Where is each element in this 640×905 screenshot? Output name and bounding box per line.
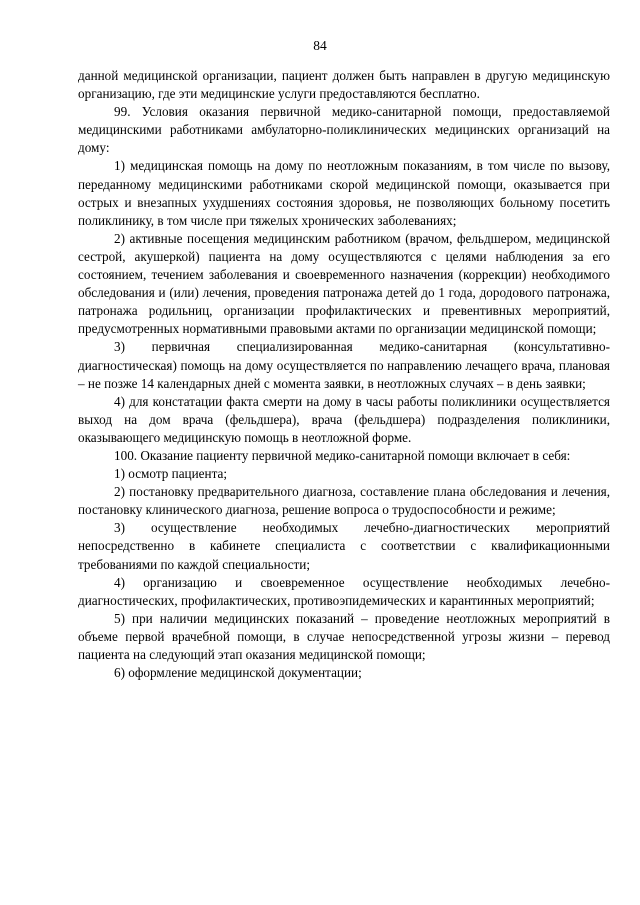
paragraph-99-item-2: 2) активные посещения медицинским работником (врачом, фельдшером, медицинской сестрой, акушеркой) пациента на дому осуществляются с целями наблюдения за его состоянием, течением заболевания и своевременного назначения (коррекции) необходимого обследования и (или) лечения, проведения патронажа детей до 1 года, дородового патронажа, патронажа родильниц, организации профилактических и превентивных мероприятий, предусмотренных нормативными правовыми актами по организации медицинской помощи; [78, 230, 610, 337]
paragraph-99-item-3: 3) первичная специализированная медико-санитарная (консультативно-диагностическая) помощь на дому осуществляется по направлению лечащего врача, плановая – не позже 14 календарных дней с момента заявки, в неотложных случаях – в день заявки; [78, 339, 610, 391]
paragraph-100-item-2: 2) постановку предварительного диагноза, составление плана обследования и лечения, постановку клинического диагноза, решение вопроса о трудоспособности и режиме; [78, 484, 610, 518]
paragraph-100-item-1: 1) осмотр пациента; [114, 466, 228, 482]
paragraph-99-item-4: 4) для констатации факта смерти на дому в часы работы поликлиники осуществляется выход на дом врача (фельдшера), врача (фельдшера) подразделения поликлиники, оказывающего медицинскую помощь в неотложной форме. [78, 393, 610, 445]
page-number: 84 [313, 38, 327, 53]
document-body [78, 67, 610, 682]
paragraph-100-item-5: 5) при наличии медицинских показаний – проведение неотложных мероприятий в объеме первой врачебной помощи, в случае непосредственной угрозы жизни – перевод пациента на следующий этап оказания медицинской помощи; [78, 610, 610, 662]
paragraph-section-100: 100. Оказание пациенту первичной медико-санитарной помощи включает в себя: [114, 447, 571, 463]
paragraph-100-item-4: 4) организацию и своевременное осуществление необходимых лечебно-диагностических, профилактических, противоэпидемических и карантинных мероприятий; [78, 574, 610, 608]
paragraph-continuation: данной медицинской организации, пациент должен быть направлен в другую медицинскую организацию, где эти медицинские услуги предоставляются бесплатно. [78, 68, 610, 102]
paragraph-99-item-1: 1) медицинская помощь на дому по неотложным показаниям, в том числе по вызову, переданному медицинскими работниками скорой медицинской помощи, оказывается при острых и внезапных ухудшениях состояния здоровья, не позволяющих больному посетить поликлинику, в том числе при тяжелых хронических заболеваниях; [78, 158, 610, 228]
paragraph-section-99: 99. Условия оказания первичной медико-санитарной помощи, предоставляемой медицинскими работниками амбулаторно-поликлинических медицинских организаций на дому: [78, 104, 610, 156]
paragraph-100-item-3: 3) осуществление необходимых лечебно-диагностических мероприятий непосредственно в кабинете специалиста с соответствии с квалификационными требованиями по каждой специальности; [78, 520, 610, 572]
paragraph-100-item-6: 6) оформление медицинской документации; [114, 665, 362, 681]
